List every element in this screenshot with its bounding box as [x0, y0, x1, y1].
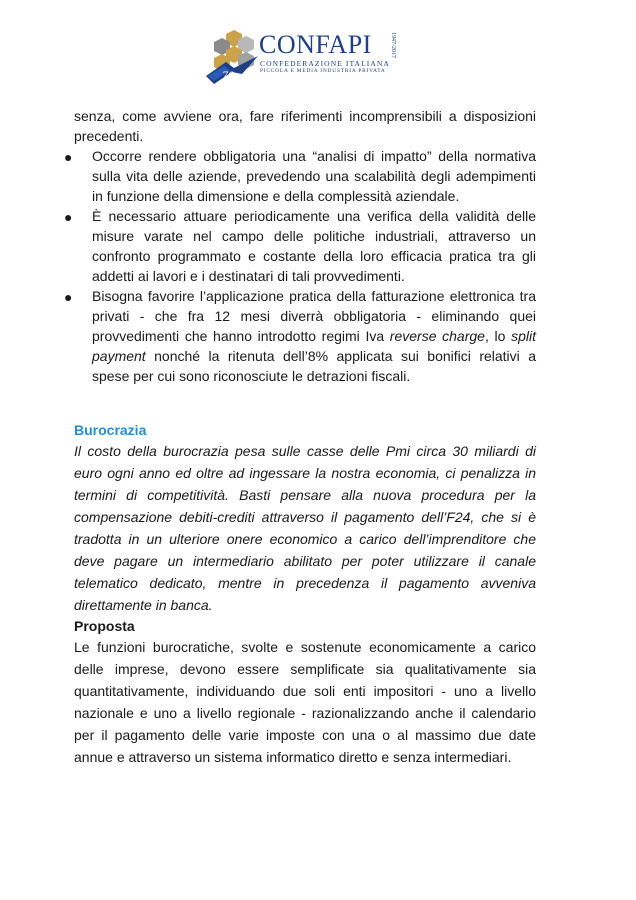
bullet-icon: ● [64, 289, 73, 305]
list-item [64, 286, 536, 386]
bullet-icon: ● [64, 149, 73, 165]
logo-years: 1947-2017 [390, 32, 396, 58]
list-item [64, 146, 536, 206]
bullet-text: nonché la ritenuta dell’8% applicata sui bonifici relativi a spese per cui sono riconosciute le detrazioni fiscali. [92, 348, 536, 384]
section-title-burocrazia: Burocrazia [74, 422, 147, 438]
proposta-paragraph: Le funzioni burocratiche, svolte e sostenute economicamente a carico delle imprese, devono essere semplificate sia qualitativamente sia quantitativamente, individuando due soli enti impositori - uno a livello nazionale e uno a livello regionale - razionalizzando anche il calendario per il pagamento delle varie imposte con una o al massimo due date annue e attraverso un sistema informatico diretto e senza intermediari. [74, 639, 536, 765]
document-body [64, 106, 536, 768]
bullet-text: , lo [484, 328, 512, 344]
confapi-logo [204, 26, 400, 88]
bullet-text: Occorre rendere obbligatoria una “analisi di impatto” della normativa sulla vita delle aziende, prevedendo una scalabilità degli adempimenti in funzione della dimensione e della complessità aziendale. [92, 148, 536, 204]
bullet-icon: ● [64, 209, 73, 225]
bullet-text: È necessario attuare periodicamente una verifica della validità delle misure varate nel campo delle politiche industriali, attraverso un confronto programmato e costante della loro efficacia pratica tra gli addetti ai lavori e i destinatari di tali provvedimenti. [92, 208, 536, 284]
logo-anniversary: 70 [222, 68, 234, 82]
logo-subtitle: CONFEDERAZIONE ITALIANA [260, 59, 390, 68]
logo-subtitle-small: PICCOLA E MEDIA INDUSTRIA PRIVATA [260, 68, 386, 74]
bullet-emphasis: split payment [92, 328, 536, 364]
bullet-list [64, 146, 536, 386]
logo-emblem-icon [204, 26, 264, 88]
logo-name: CONFAPI [259, 30, 372, 59]
bullet-text: Bisogna favorire l’applicazione pratica della fatturazione elettronica tra privati - che fra 12 mesi diverrà obbligatoria - eliminando quei provvedimenti che hanno introdotto regimi Iva [92, 288, 536, 344]
list-item [64, 206, 536, 286]
intro-paragraph: senza, come avviene ora, fare riferimenti incomprensibili a disposizioni precedenti. [74, 108, 536, 144]
bullet-emphasis: reverse charge [389, 328, 485, 344]
section-title-proposta: Proposta [74, 618, 135, 634]
burocrazia-paragraph: Il costo della burocrazia pesa sulle casse delle Pmi circa 30 miliardi di euro ogni anno ed oltre ad ingessare la nostra economia, ci penalizza in termini di competitività. Basti pensare alla nuova procedura per la compensazione debiti-crediti attraverso il pagamento dell’F24, che si è tradotta in un ulteriore onere economico a carico dell’imprenditore che deve pagare un intermediario abilitato per poter utilizzare il canale telematico dedicato, mentre in precedenza il pagamento avveniva direttamente in banca. [74, 443, 536, 613]
